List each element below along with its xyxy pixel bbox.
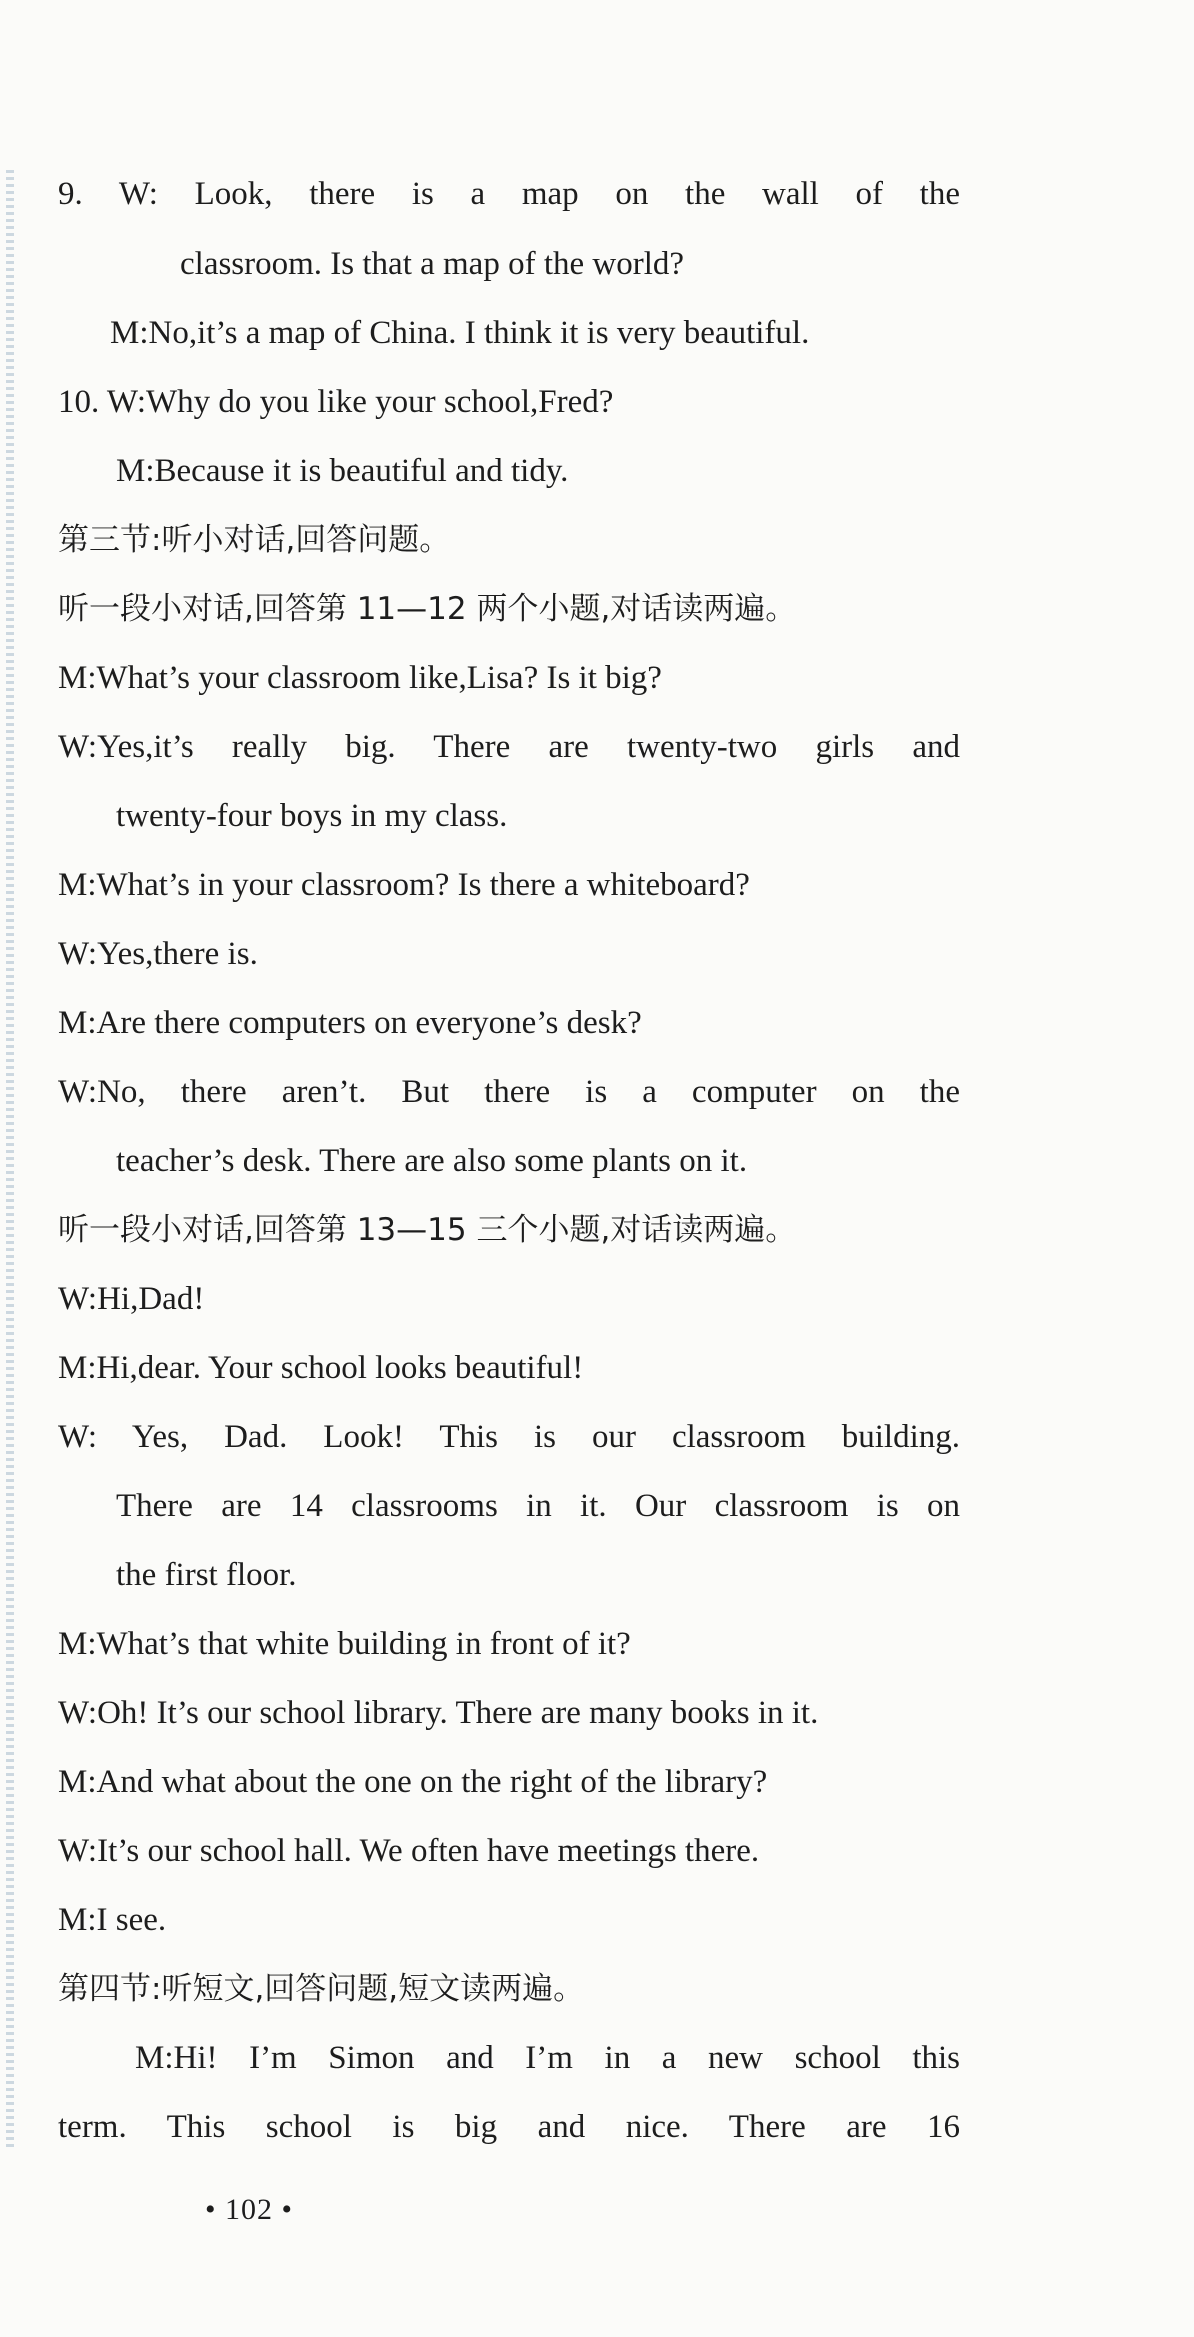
page-number: • 102 • — [205, 2193, 294, 2226]
text-line-5: M:Because it is beautiful and tidy. — [116, 453, 569, 489]
text-line-4: 10. W:Why do you like your school,Fred? — [58, 384, 614, 420]
text-line-20: There are 14 classrooms in it. Our classroom is on — [116, 1488, 960, 1524]
text-line-10: twenty-four boys in my class. — [116, 798, 508, 834]
text-line-8: M:What’s your classroom like,Lisa? Is it big? — [58, 660, 662, 696]
text-line-24: M:And what about the one on the right of the library? — [58, 1764, 768, 1800]
instruction-line-1: 听一段小对话,回答第 11—12 两个小题,对话读两遍。 — [58, 591, 797, 627]
text-line-21: the first floor. — [116, 1557, 297, 1593]
text-line-3: M:No,it’s a map of China. I think it is very beautiful. — [110, 315, 810, 351]
text-line-11: M:What’s in your classroom? Is there a whiteboard? — [58, 867, 750, 903]
text-line-9: W:Yes,it’s really big. There are twenty-two girls and — [58, 729, 960, 765]
text-line-22: M:What’s that white building in front of it? — [58, 1626, 631, 1662]
text-line-26: M:I see. — [58, 1902, 167, 1938]
text-line-25: W:It’s our school hall. We often have meetings there. — [58, 1833, 760, 1869]
instruction-line-2: 听一段小对话,回答第 13—15 三个小题,对话读两遍。 — [58, 1212, 797, 1248]
section-heading-3: 第三节:听小对话,回答问题。 — [58, 522, 451, 558]
text-line-13: M:Are there computers on everyone’s desk? — [58, 1005, 642, 1041]
text-line-15: teacher’s desk. There are also some plants on it. — [116, 1143, 748, 1179]
page-binding-edge — [6, 170, 14, 2150]
text-line-17: W:Hi,Dad! — [58, 1281, 205, 1317]
text-line-1: 9. W: Look, there is a map on the wall of the — [58, 176, 960, 212]
section-heading-4: 第四节:听短文,回答问题,短文读两遍。 — [58, 1971, 585, 2007]
text-line-2: classroom. Is that a map of the world? — [180, 246, 685, 282]
text-line-12: W:Yes,there is. — [58, 936, 258, 972]
text-line-14: W:No, there aren’t. But there is a computer on the — [58, 1074, 960, 1110]
text-line-28: M:Hi! I’m Simon and I’m in a new school this — [135, 2040, 960, 2076]
text-line-23: W:Oh! It’s our school library. There are many books in it. — [58, 1695, 819, 1731]
text-line-18: M:Hi,dear. Your school looks beautiful! — [58, 1350, 584, 1386]
text-line-29: term. This school is big and nice. There are 16 — [58, 2109, 960, 2145]
text-line-19: W: Yes, Dad. Look! This is our classroom building. — [58, 1419, 960, 1455]
